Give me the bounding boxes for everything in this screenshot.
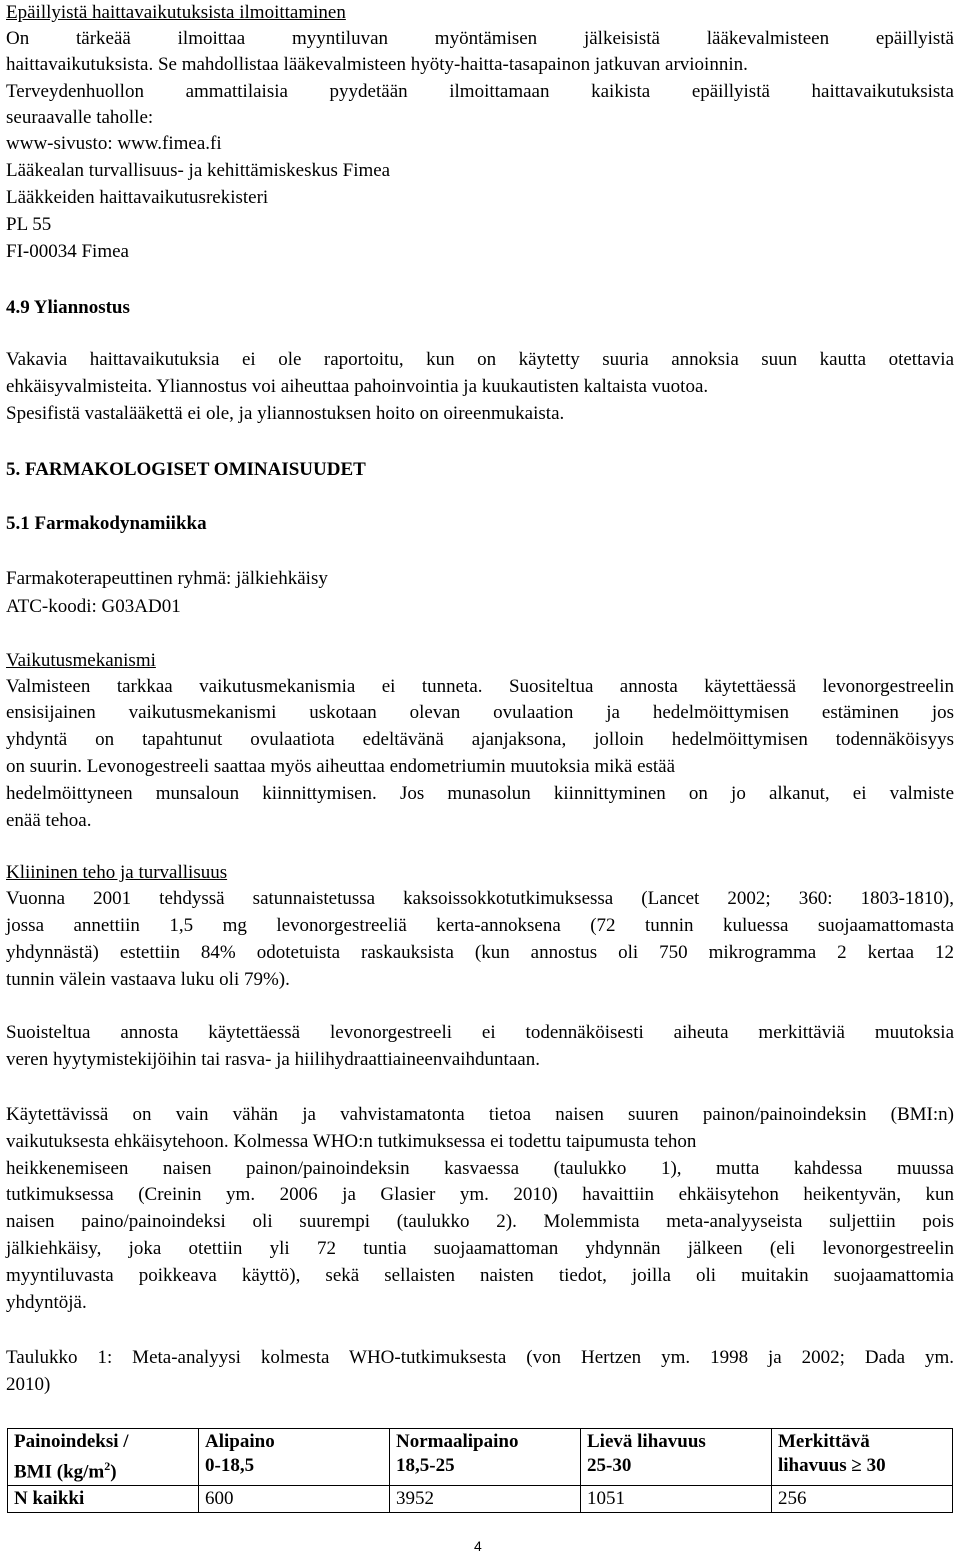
text-line: veren hyytymistekijöihin tai rasva- ja hiilihydraattiaineenvaihduntaan. [6,1049,540,1070]
table-header-cell [8,1429,199,1486]
text-line: jossa annettiin 1,5 mg levonorgestreeliä kerta-annoksena (72 tunnin kuluessa suojaamattomasta [6,915,954,936]
heading-mechanism: Vaikutusmekanismi [6,650,156,671]
text-line: hedelmöittyneen munsaloun kiinnittymisen. Jos munasolun kiinnittyminen on jo alkanut, ei valmiste [6,783,954,804]
text-line: seuraavalle taholle: [6,107,154,128]
table-cell: 600 [199,1486,390,1513]
header-line: 0-18,5 [205,1455,255,1476]
header-line: 18,5-25 [396,1455,455,1476]
text-line: ehkäisyvalmisteita. Yliannostus voi aiheuttaa pahoinvointia ja kuukautisten kaltaista vuotoa. [6,376,709,397]
text-line: yhdynnästä) estettiin 84% odotetuista raskauksista (kun annostus oli 750 mikrogramma 2 kertaa 12 [6,942,954,963]
text-line: tutkimuksessa (Creinin ym. 2006 ja Glasier ym. 2010) havaittiin ehkäisytehon heikentyvän, kun [6,1184,954,1205]
header-line: Normaalipaino [396,1431,519,1452]
text-line: heikkenemiseen naisen painon/painoindeksin kasvaessa (taulukko 1), mutta kahdessa muussa [6,1158,954,1179]
address-line: Lääkealan turvallisuus- ja kehittämiskeskus Fimea [6,160,391,181]
text-line: haittavaikutuksista. Se mahdollistaa lääkevalmisteen hyöty-haitta-tasapainon jatkuvan arvioinnin. [6,54,748,75]
heading-clinical: Kliininen teho ja turvallisuus [6,862,228,883]
header-line: 25-30 [587,1455,632,1476]
table-header-cell [199,1429,390,1486]
table-cell: 1051 [581,1486,772,1513]
table-header-cell [390,1429,581,1486]
header-line: lihavuus ≥ 30 [778,1455,886,1476]
table-cell: 3952 [390,1486,581,1513]
header-text: ) [110,1461,117,1483]
table-row [8,1486,953,1513]
heading-4-9: 4.9 Yliannostus [6,297,130,318]
header-line: Painoindeksi / [14,1431,129,1452]
text-line: yhdyntä on tapahtunut ovulaatiota edeltävänä ajanjaksona, jolloin hedelmöittymisen todennäköisyys [6,729,954,750]
text-line: Farmakoterapeuttinen ryhmä: jälkiehkäisy [6,568,328,589]
text-line: vaikutuksesta ehkäisytehoon. Kolmessa WHO:n tutkimuksessa ei todettu taipumusta tehon [6,1131,697,1152]
table-cell: N kaikki [8,1486,199,1513]
address-line: PL 55 [6,214,52,235]
text-line: ensisijainen vaikutusmekanismi uskotaan olevan ovulaation ja hedelmöittymisen estäminen jos [6,702,954,723]
superscript: 2 [104,1459,111,1473]
table-header-row [8,1429,953,1486]
heading-adverse-reporting: Epäillyistä haittavaikutuksista ilmoittaminen [6,2,346,23]
text-line: Spesifistä vastalääkettä ei ole, ja yliannostuksen hoito on oireenmukaista. [6,403,565,424]
bmi-table [7,1428,953,1513]
header-text: BMI (kg/m [14,1461,105,1483]
text-line: naisen paino/painoindeksi oli suurempi (taulukko 2). Molemmista meta-analyyseista suljettiin pois [6,1211,954,1232]
text-line: on suurin. Levonogestreeli saattaa myös aiheuttaa endometriumin muutoksia mikä estää [6,756,676,777]
table-header-cell [772,1429,953,1486]
address-line: FI-00034 Fimea [6,241,129,262]
text-line: Vakavia haittavaikutuksia ei ole raportoitu, kun on käytetty suuria annoksia suun kautta otettavia [6,349,954,370]
text-line: Käytettävissä on vain vähän ja vahvistamatonta tietoa naisen suuren painon/painoindeksin (BMI:n) [6,1104,954,1125]
table-cell: 256 [772,1486,953,1513]
text-line: enää tehoa. [6,810,92,831]
text-line: Vuonna 2001 tehdyssä satunnaistetussa kaksoissokkotutkimuksessa (Lancet 2002; 360: 1803-1810), [6,888,954,909]
text-line: Suoisteltua annosta käytettäessä levonorgestreeli ei todennäköisesti aiheuta merkittäviä muutoksia [6,1022,954,1043]
text-line: On tärkeää ilmoittaa myyntiluvan myöntämisen jälkeisistä lääkevalmisteen epäillyistä [6,28,954,49]
table-caption: Taulukko 1: Meta-analyysi kolmesta WHO-tutkimuksesta (von Hertzen ym. 1998 ja 2002; Dada ym. [6,1347,954,1368]
table-header-cell [581,1429,772,1486]
header-line: Merkittävä [778,1431,870,1452]
header-line: Alipaino [205,1431,275,1452]
heading-5: 5. FARMAKOLOGISET OMINAISUUDET [6,459,366,480]
table-caption: 2010) [6,1374,51,1395]
header-line [14,1454,194,1484]
text-line: myyntiluvasta poikkeava käyttö), sekä sellaisten naisten tiedot, joilla oli muitakin suojaamattomia [6,1265,954,1286]
website-link[interactable]: www-sivusto: www.fimea.fi [6,133,222,154]
header-line: Lievä lihavuus [587,1431,706,1452]
text-line: Terveydenhuollon ammattilaisia pyydetään ilmoittamaan kaikista epäillyistä haittavaikutuksista [6,81,954,102]
heading-5-1: 5.1 Farmakodynamiikka [6,513,207,534]
text-line: jälkiehkäisy, joka otettiin yli 72 tuntia suojaamattoman yhdynnän jälkeen (eli levonorgestreelin [6,1238,954,1259]
text-line: Valmisteen tarkkaa vaikutusmekanismia ei tunneta. Suositeltua annosta käytettäessä levonorgestreelin [6,676,954,697]
text-line: tunnin välein vastaava luku oli 79%). [6,969,290,990]
text-line: ATC-koodi: G03AD01 [6,596,181,617]
page-number: 4 [474,1538,482,1554]
address-line: Lääkkeiden haittavaikutusrekisteri [6,187,269,208]
text-line: yhdyntöjä. [6,1292,87,1313]
